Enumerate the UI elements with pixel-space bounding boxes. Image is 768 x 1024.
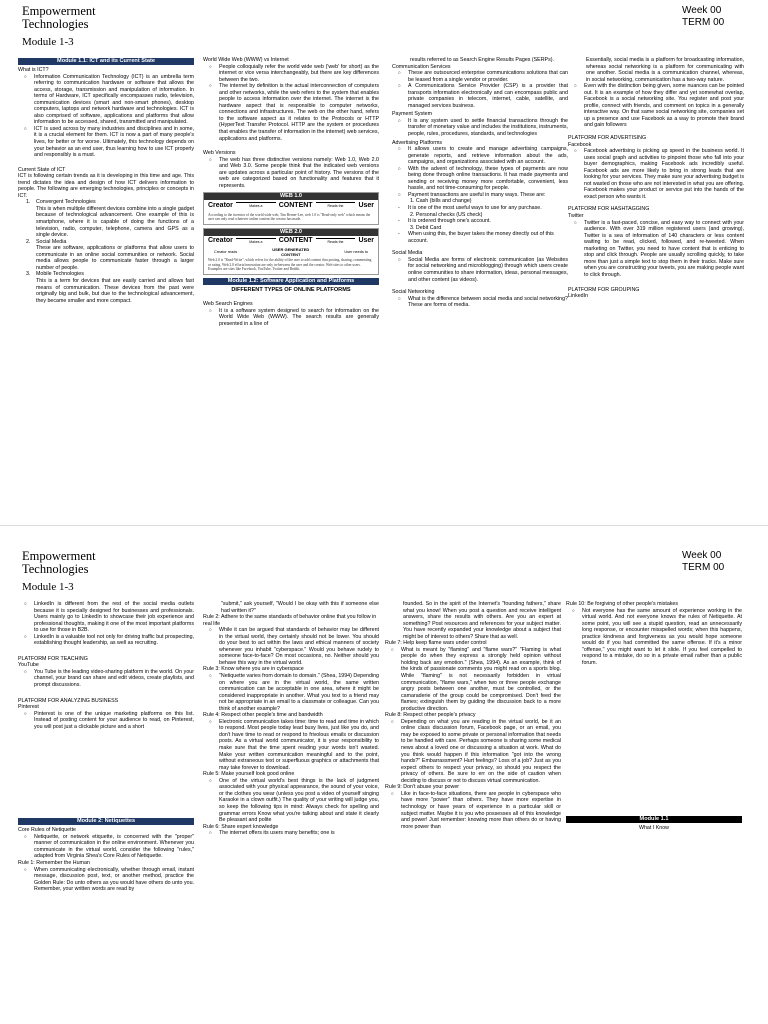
header-week-term: Week 00 TERM 00 — [682, 550, 725, 573]
bullet-paragraph: ○ The internet offers its users many benefits; one is — [203, 830, 379, 837]
bullet-paragraph: ○ Even with the distinction being given, some nuances can be pointed out. It is an example of how they differ and yet somewhat overlap, Facebook is a social networking site. You register and post your profile, connect with friends, and comment on topics in a generally interactive way. On that same social networking site, companies set up a presence and use Facebook as a way to promote their brand and gain followers — [568, 83, 744, 129]
user-label: User — [358, 201, 375, 209]
web-1-diagram — [203, 192, 379, 224]
rule-heading: Rule 3: Know where you are in cyberspace — [203, 666, 304, 673]
header-module: Module 1-3 — [22, 36, 74, 48]
subheading: Facebook — [568, 141, 592, 148]
list-item: 1. Cash (bills and change) — [410, 198, 472, 205]
module-banner: Module 2: Netiquettes — [18, 818, 194, 825]
bullet-paragraph: ○ It is a software system designed to search for information on the World Wide Web (WWW). The search results are generally presented in a line of — [203, 308, 379, 328]
bullet-paragraph: ○ Twitter is a fast-paced, concise, and easy way to connect with your audience. With over 319 million registered users (and growing), Twitter is a sea of information of 140 characters or less content waiting to be read, clicked, followed, and re-tweeted. When marketing on Twitter, you need to have content that is enticing to stop and click through. People are usually scrolling quickly, to take more than just a simple text to stop them in their tracks. Make sure when you are constructing your tweets, you are making people want to click through. — [568, 220, 744, 279]
bullet-paragraph: ○ Facebook advertising is picking up speed in the business world. It uses social graph and activities to pinpoint those who fall into your buyer demographics, making Facebook ads incredibly useful. Facebook ads are more likely to bring in strong leads that are looking for your services. They make sure your advertising budget is not wasted on those who are not interested in what you are offering. Facebook makes your product or service put into the hands of the exact person who wants it. — [568, 148, 744, 200]
list-item: - It is ordered through one's account. — [392, 218, 568, 225]
column-3 — [385, 601, 561, 830]
column-4 — [566, 601, 742, 832]
column-1 — [18, 601, 194, 893]
subheading: LinkedIn — [568, 293, 589, 300]
heading: Advertising Platforms — [392, 139, 443, 146]
heading: Current State of ICT — [18, 166, 66, 173]
paragraph: These are software, applications or platforms that allow users to communicate in an online social communities or network. Social media allows people to communicate faster through a larger number of people. — [36, 245, 194, 271]
numbered-item: 1. Convergent Technologies — [26, 199, 96, 206]
paragraph: founded. So in the spirit of the Internet's "founding fathers," share what you know! When you post a question and receive intelligent answers, share the results with others. Are you an expert at something? Post resources and references for your subject matter. You have recently expanded your knowledge about a subject that might be of interest to others? Share that as well. — [403, 601, 561, 640]
bullet-paragraph: ○ It allows users to create and manage advertising campaigns, generate reports, and retrieve information about the ads, campaigns, and organizations associated with an account. — [392, 146, 568, 166]
paragraph: Essentially, social media is a platform for broadcasting information, whereas social networking is a platform for communicating with one another. Social media is a communication channel, whereas, in social networking, communication has a two-way nature. — [586, 57, 744, 83]
module-banner: Module 1.1 — [566, 816, 742, 823]
heading: PLATFORM FOR GROUPING — [568, 286, 640, 293]
bullet-paragraph: ○ People colloquially refer the world wide web ('web' for short) as the internet or vice versa interchangeably, but there are key differences between the two. — [203, 64, 379, 84]
bullet-paragraph: ○ It is any system used to settle financial transactions through the transfer of monetary value and includes the institutions, instruments, people, rules, procedures, standards, and technologies — [392, 118, 568, 138]
subheading: Pinterest — [18, 704, 39, 711]
creator-label: Creator — [208, 201, 233, 209]
paragraph: "submit," ask yourself, "Would I be okay with this if someone else had written it?" — [221, 601, 379, 614]
rule-heading: Rule 7: Help keep flame wars under control — [385, 640, 487, 647]
list-item: - When using this, the buyer takes the money directly out of this account. — [392, 231, 568, 244]
header-module: Module 1-3 — [22, 581, 74, 593]
header-title: Empowerment Technologies — [22, 549, 96, 576]
bullet-paragraph: ○ While it can be argued that standards of behavior may be different in the virtual world, they certainly should not be lower. You should do your best to act within the laws and ethical manners of society whenever you inhabit "cyberspace." Would you behave rudely to someone face-to-face? On most occasions, no. Neither should you behave this way in the virtual world. — [203, 627, 379, 666]
bullet-paragraph: ○ LinkedIn is a valuable tool not only for driving traffic but prospecting, establishing thought leadership, as well as recruiting. — [18, 634, 194, 647]
column-2 — [203, 601, 379, 837]
column-2 — [203, 57, 379, 327]
bullet-paragraph: ○ What is meant by "flaming" and "flame wars?" "Flaming is what people do when they express a strongly held opinion without holding back any emotion." (Shea, 1994). As an example, think of the kinds of passionate comments you might read on a sports blog. While "flaming" is not necessarily forbidden in virtual communication, "flame wars," when two or three people exchange angry posts between one another, must be controlled, or the camaraderie of the group could be compromised. Don't feed the flames; extinguish them by guiding the discussion back to a more productive direction. — [385, 647, 561, 712]
header-title: Empowerment Technologies — [22, 4, 96, 31]
list-item: 2. Personal checks (US check) — [410, 211, 483, 218]
bullet-paragraph: ○ A Communications Service Provider (CSP) is a provider that transports information electronically and can encompass public and private companies in telecom, internet, cable, satellite, and managed services business. — [392, 83, 568, 109]
page-separator — [0, 525, 768, 546]
web-2-label: WEB 2.0 — [204, 229, 378, 236]
rule-heading: Rule 8: Respect other people's privacy — [385, 712, 476, 719]
heading: Social Networking — [392, 289, 435, 296]
paragraph: ICT is following certain trends as it is developing in this time and age. This trend dictates the idea and design of how ICT delivers information to people. The following are emerging technologies, principles or concepts in ICT. — [18, 173, 194, 199]
bullet-paragraph: ○ The internet by definition is the actual interconnection of computers and other networks, while the web refers to the system that enables people to access information over the internet. The internet is the hardware aspect that is responsible to computer networks, connections and infrastructures. The web on the other hand, refers to the software aspect as it relates to the Protocols or HTTP (HyperText Transfer Protocol. HTTP are the system or procedures that enables the transfer of information in the internet) web services, applications and platforms. — [203, 83, 379, 142]
subheading: Twitter — [568, 213, 584, 220]
arrow-right-icon: Makes a — [236, 238, 276, 246]
bullet-paragraph: ○ With the advent of technology, these types of payments are now being done through online transactions. It has made payments and sending or receiving money more comfortable, convenient, less hassle, and not time-consuming for people. — [392, 166, 568, 192]
heading: World Wide Web (WWW) vs Internet — [203, 57, 289, 63]
subheading: What I Know — [638, 825, 670, 832]
paragraph: results referred to as Search Engine Results Pages (SERPs). — [410, 57, 554, 63]
rule-heading: Rule 4: Respect other people's time and bandwidth — [203, 712, 323, 719]
content-label: CONTENT — [278, 201, 313, 209]
web-1-description: According to the inventor of the world wide web, Tim Berner-Lee, web 1.0 is "Read-only web" which means the user can only read whatever online content the creator has made. — [208, 212, 371, 222]
bullet-paragraph: ○ Pinterest is one of the unique marketing platforms on this list. Instead of posting content for your audience to read, on Pinterest, you will post just a clickable picture and a short — [18, 711, 194, 731]
paragraph: This is when multiple different devices combine into a single gadget because of technological advancement. One example of this is smartphone, where it is capable of doing the functions of a television, radio, computer, telephone, camera and GPS as a single device. — [36, 205, 195, 239]
heading: PLATFORM FOR ANALYZING BUSINESS — [18, 697, 119, 704]
bullet-paragraph: ○ LinkedIn is different from the rest of the social media outlets because it is specially designed for businesses and professionals. Users mainly go to LinkedIn to showcase their job experience and professional thoughts, making it one of the most important platforms to use for those in B2B. — [18, 601, 194, 634]
column-1 — [18, 57, 194, 304]
user-label: User — [358, 237, 375, 245]
bullet-paragraph: ○ Like in face-to-face situations, there are people in cyberspace who have more "power" than others. They have more expertise in technology or have years of experience in a particular skill or subject matter. Maybe it is you who possesses all of this knowledge and power! Just remember: knowing more than others do or having more power than — [385, 791, 561, 830]
rule-heading: Rule 1: Remember the Human — [18, 860, 90, 867]
bullet-paragraph: ○ ICT is used across by many industries and disciplines and in some, it is a crucial element for them. ICT is now a part of many people's lives, for better or for worse. Ultimately, this technology depends on your behavior as an end user, thus learning how to use ICT properly and responsibly is a must. — [18, 126, 194, 159]
heading: PLATFORM FOR HASHTAGGING — [568, 206, 650, 213]
rule-heading: Rule 10: Be forgiving of other people's mistakes — [566, 601, 679, 607]
document-page-2 — [0, 545, 768, 1024]
bullet-paragraph: ○ The web has three distinctive versions namely: Web 1.0, Web 2.0 and Web 3.0. Some people think that the indicated web versions are updates across a particular point of history. The versions of the web are categorized based on functionality and features that it represents. — [203, 157, 379, 190]
rule-heading: Rule 5: Make yourself look good online — [203, 771, 295, 778]
bullet-paragraph: ○ Social Media are forms of electronic communication (as Websites for social networking and microblogging) through which users create online communities to share information, ideas, personal messages, and other content (as videos). — [392, 257, 568, 283]
list-item: 3. Debit Card — [410, 224, 442, 231]
content-label: CONTENT — [278, 237, 313, 245]
ugc-label: USER GENERATED CONTENT — [272, 247, 310, 258]
subheading: YouTube — [18, 662, 39, 669]
user-needs-label: User needs to — [344, 250, 368, 255]
heading: Web Versions — [203, 150, 236, 157]
bullet-paragraph: ○ Depending on what you are reading in the virtual world, be it an online class discussion forum, Facebook page, or an email, you may be exposed to some private or personal information that needs to be handled with care. Perhaps someone is sharing some medical news about a loved one or discussing a situation at work. What do you think would happen if this information "got into the wrong hands?" Embarrassment? Hurt feelings? Loss of a job? Just as you expect others to respect your privacy, so should you respect the privacy of others. Be sure to err on the side of caution when deciding to discuss or not to discuss virtual communication. — [385, 719, 561, 784]
module-banner: Module 1.1: ICT and its Current State — [18, 58, 194, 65]
numbered-item: 2. Social Media — [26, 238, 67, 245]
column-3 — [392, 57, 568, 309]
heading: Web Search Engines — [203, 301, 253, 308]
bullet-paragraph: ○ Not everyone has the same amount of experience working in the virtual world. And not everyone knows the rules of Netiquette. At some point, you will see a stupid question, read an unnecessarily long response, or encounter misspelled words; when this happens, practice kindness and forgiveness as you would hope someone would do if you had committed the same offense. If it's a minor "offense," you might want to let it slide. If you feel compelled to respond to a mistake, do so in a private email rather than a public forum. — [566, 608, 742, 667]
bullet-paragraph: ○ Payment transactions are useful in many ways. These are: — [392, 192, 568, 199]
bullet-paragraph: ○ What is the difference between social media and social networking? These are forms of media. — [392, 296, 568, 309]
heading: Core Rules of Netiquette — [18, 827, 77, 834]
web-2-diagram — [203, 228, 379, 275]
heading: PLATFORM FOR TEACHING — [18, 655, 88, 662]
bullet-paragraph: ○ These are outsourced enterprise communications solutions that can be leased from a single vendor or provider. — [392, 70, 568, 83]
web-2-description: Web 2.0 is "Read-Write", which refers for the ability of the user to add content thru posting, sharing, commenting or rating. Web 2.0 efforts/innovation are only in-between the user and the creator. Web sites to other users. Examples are sites like Facebook, YouTube, Twitter and Reddit. — [208, 258, 372, 272]
creator-label: Creator — [208, 237, 233, 245]
header-week-term: Week 00 TERM 00 — [682, 5, 725, 28]
heading: Payment System — [392, 111, 433, 118]
bullet-paragraph: ○ Netiquette, or network etiquette, is concerned with the "proper" manner of communication in the online environment. Whenever you communicate in the virtual world, consider the following "rules," adapted from Virginia Shea's Core Rules of Netiquette. — [18, 834, 194, 860]
column-4 — [568, 57, 744, 300]
bullet-paragraph: ○ When communicating electronically, whether through email, instant message, discussion post, text, or another method, practice the Golden Rule: Do unto others as you would have others do unto you. Remember, your written words are read by — [18, 867, 194, 893]
bullet-paragraph: ○ You Tube is the leading video-sharing platform in the world. On your channel, your brand can share and edit videos, create playlists, and prompt discussions. — [18, 669, 194, 689]
creator-reads-label: Creator reads — [214, 250, 238, 255]
arrow-right-icon: Reads the — [316, 238, 356, 246]
rule-heading: Rule 9: Don't abuse your power — [385, 784, 460, 791]
heading: Communication Services — [392, 63, 451, 70]
web-1-label: WEB 1.0 — [204, 193, 378, 200]
heading: What is ICT? — [18, 67, 49, 73]
heading: PLATFORM FOR ADVERTISING — [568, 135, 647, 142]
heading: Social Media — [392, 250, 423, 257]
bullet-paragraph: ○ "Netiquette varies from domain to domain." (Shea, 1994) Depending on where you are in the virtual world, the same written communication can be acceptable in one area, where it might be considered inappropriate in another. What you text to a friend may not be appropriate in an email to a classmate or colleague. Can you think of another example? — [203, 673, 379, 712]
rule-heading: Rule 6: Share expert knowledge — [203, 823, 279, 830]
bullet-paragraph: ○ One of the virtual world's best things is the lack of judgment associated with your physical appearance, the sound of your voice, or the clothes you wear (unless you post a video of yourself singing Karaoke in a clown outfit.) The quality of your writing will judge you, so keep the following tips in mind: Always check for spelling and grammar errors Know what you're talking about and state it clearly Be pleasant and polite — [203, 778, 379, 824]
paragraph: This is a term for devices that are easily carried and allows fast means of communication. These devices from the past were originally big and bulk, but due to the technological advancement, they became smaller and more compact. — [36, 277, 194, 304]
list-item: - It is one of the most useful ways to use for any purchase. — [392, 205, 568, 212]
arrow-right-icon: Makes a — [236, 202, 276, 210]
module-banner: Module 1.2: Software Application and Platforms — [203, 278, 379, 285]
bullet-paragraph: ○ Information Communication Technology (ICT) is an umbrella term referring to communication hardware or software that allows the access, storage, transmission and manipulation of information. In terms of Hardware, ICT specifically encompasses radio, television, communication devices (smart and non-smart phones), desktop computers, laptops and network hardware and technologies. ICT is also comprised of software, applications and platforms that allow information to be accessed, shared, transmitted and manipulated. — [18, 74, 194, 126]
caption: DIFFERENT TYPES OF ONLINE PLATFORMS — [231, 286, 351, 293]
rule-heading: Rule 2: Adhere to the same standards of behavior online that you follow in real life — [203, 614, 377, 627]
bullet-paragraph: ○ Electronic communication takes time: time to read and time in which to respond. Most people today lead busy lives, just like you do, and don't have time to read or respond to frivolous emails or discussion posts. As a virtual world communicator, it is your responsibility to make sure that the time spent reading your words isn't wasted. Make your written communication meaningful and to the point, without extraneous text or superfluous graphics or attachments that may take forever to download. — [203, 719, 379, 771]
arrow-right-icon: Reads the — [316, 202, 356, 210]
numbered-item: 3. Mobile Technologies — [26, 271, 84, 278]
